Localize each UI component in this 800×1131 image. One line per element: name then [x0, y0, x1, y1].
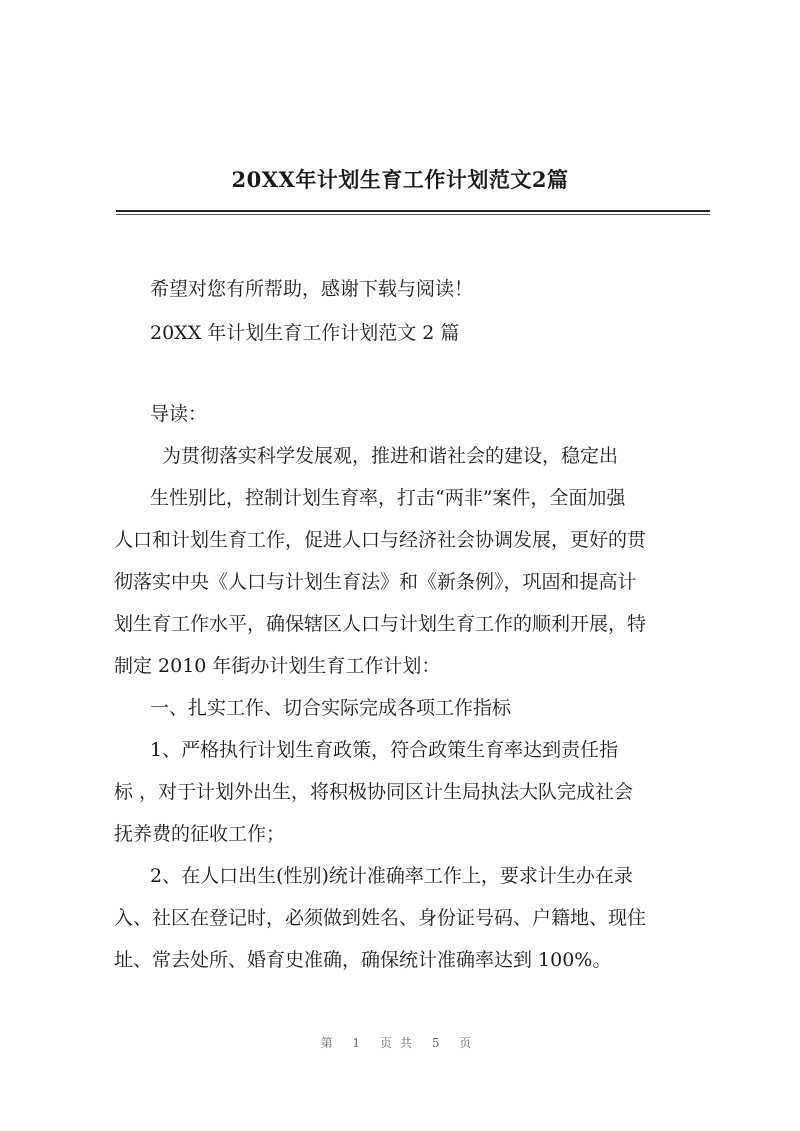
title-divider	[116, 210, 710, 212]
paragraph-line: 生性别比，控制计划生育率，打击“两非”案件，全面加强	[150, 487, 626, 509]
paragraph-line: 标 ，对于计划外出生，将积极协同区计生局执法大队完成社会	[114, 781, 634, 803]
document-title: 20XX年计划生育工作计划范文2篇	[231, 167, 569, 192]
paragraph-line: 址、常去处所、婚育史准确，确保统计准确率达到 100%。	[114, 949, 612, 971]
paragraph-line: 划生育工作水平，确保辖区人口与计划生育工作的顺利开展，特	[114, 613, 647, 635]
section-heading: 一、扎实工作、切合实际完成各项工作指标	[150, 697, 512, 719]
paragraph-line: 人口和计划生育工作，促进人口与经济社会协调发展，更好的贯	[114, 529, 647, 551]
paragraph-line: 为贯彻落实科学发展观，推进和谐社会的建设，稳定出	[162, 445, 619, 467]
paragraph-line: 抚养费的征收工作；	[114, 823, 286, 845]
intro-greeting: 希望对您有所帮助，感谢下载与阅读！	[150, 278, 474, 300]
page-indicator: 第 1 页共 5 页	[320, 1036, 480, 1050]
title-divider-thin	[116, 214, 710, 215]
paragraph-line: 彻落实中央《人口与计划生育法》和《新条例》，巩固和提高计	[114, 571, 637, 593]
paragraph-line: 1、严格执行计划生育政策，符合政策生育率达到责任指	[150, 739, 619, 761]
paragraph-line: 入、社区在登记时，必须做到姓名、身份证号码、户籍地、现住	[114, 907, 647, 929]
paragraph-line: 制定 2010 年街办计划生育工作计划：	[114, 655, 441, 677]
paragraph-line: 2、在人口出生(性别)统计准确率工作上，要求计生办在录	[150, 865, 633, 887]
intro-title: 20XX 年计划生育工作计划范文 2 篇	[150, 322, 460, 344]
guide-label: 导读：	[150, 403, 208, 425]
